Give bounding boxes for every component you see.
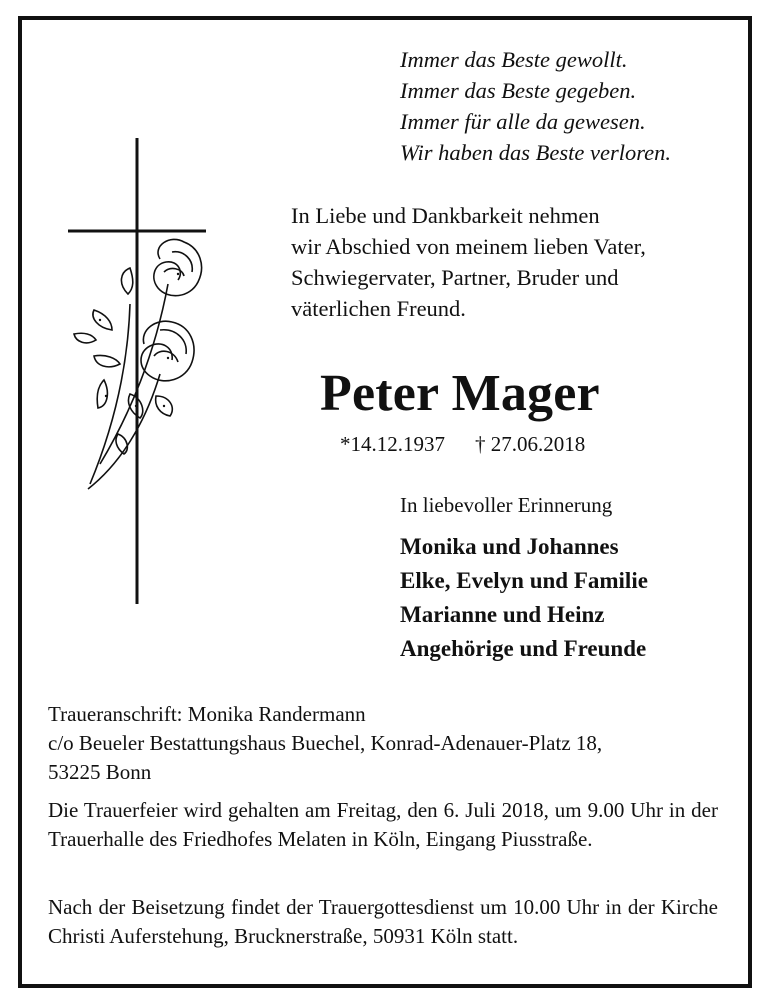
memory-line: In liebevoller Erinnerung: [400, 493, 613, 517]
poem-line: Immer für alle da gewesen.: [400, 109, 646, 134]
mourner: Monika und Johannes: [400, 534, 619, 559]
mourner: Marianne und Heinz: [400, 602, 605, 627]
address-line: Traueranschrift: Monika Randermann: [48, 702, 366, 726]
mourner: Angehörige und Freunde: [400, 636, 647, 661]
mourners-list: [400, 530, 648, 666]
intro-text: [291, 200, 646, 324]
funeral-notice: Die Trauerfeier wird gehalten am Freitag, den 6. Juli 2018, um 9.00 Uhr in der Trauerhalle des Friedhofes Melaten in Köln, Eingang Piusstraße.: [48, 798, 718, 851]
poem-verse: [400, 44, 671, 168]
poem-line: Wir haben das Beste verloren.: [400, 140, 671, 165]
birth-date: *14.12.1937: [340, 432, 445, 456]
mourner: Elke, Evelyn und Familie: [400, 568, 648, 593]
address-line: 53225 Bonn: [48, 760, 152, 784]
cross-with-roses-icon: [60, 134, 220, 614]
poem-line: Immer das Beste gegeben.: [400, 78, 637, 103]
death-date: † 27.06.2018: [475, 432, 586, 456]
intro-line: väterlichen Freund.: [291, 296, 466, 321]
deceased-name: Peter Mager: [320, 365, 600, 422]
service-notice: Nach der Beisetzung findet der Trauergottesdienst um 10.00 Uhr in der Kirche Christi Auferstehung, Brucknerstraße, 50931 Köln statt.: [48, 895, 718, 948]
intro-line: Schwiegervater, Partner, Bruder und: [291, 265, 619, 290]
poem-line: Immer das Beste gewollt.: [400, 47, 628, 72]
life-dates: [340, 432, 585, 457]
mourning-address: [48, 700, 602, 787]
intro-line: In Liebe und Dankbarkeit nehmen: [291, 203, 600, 228]
address-line: c/o Beueler Bestattungshaus Buechel, Konrad-Adenauer-Platz 18,: [48, 731, 603, 755]
intro-line: wir Abschied von meinem lieben Vater,: [291, 234, 646, 259]
